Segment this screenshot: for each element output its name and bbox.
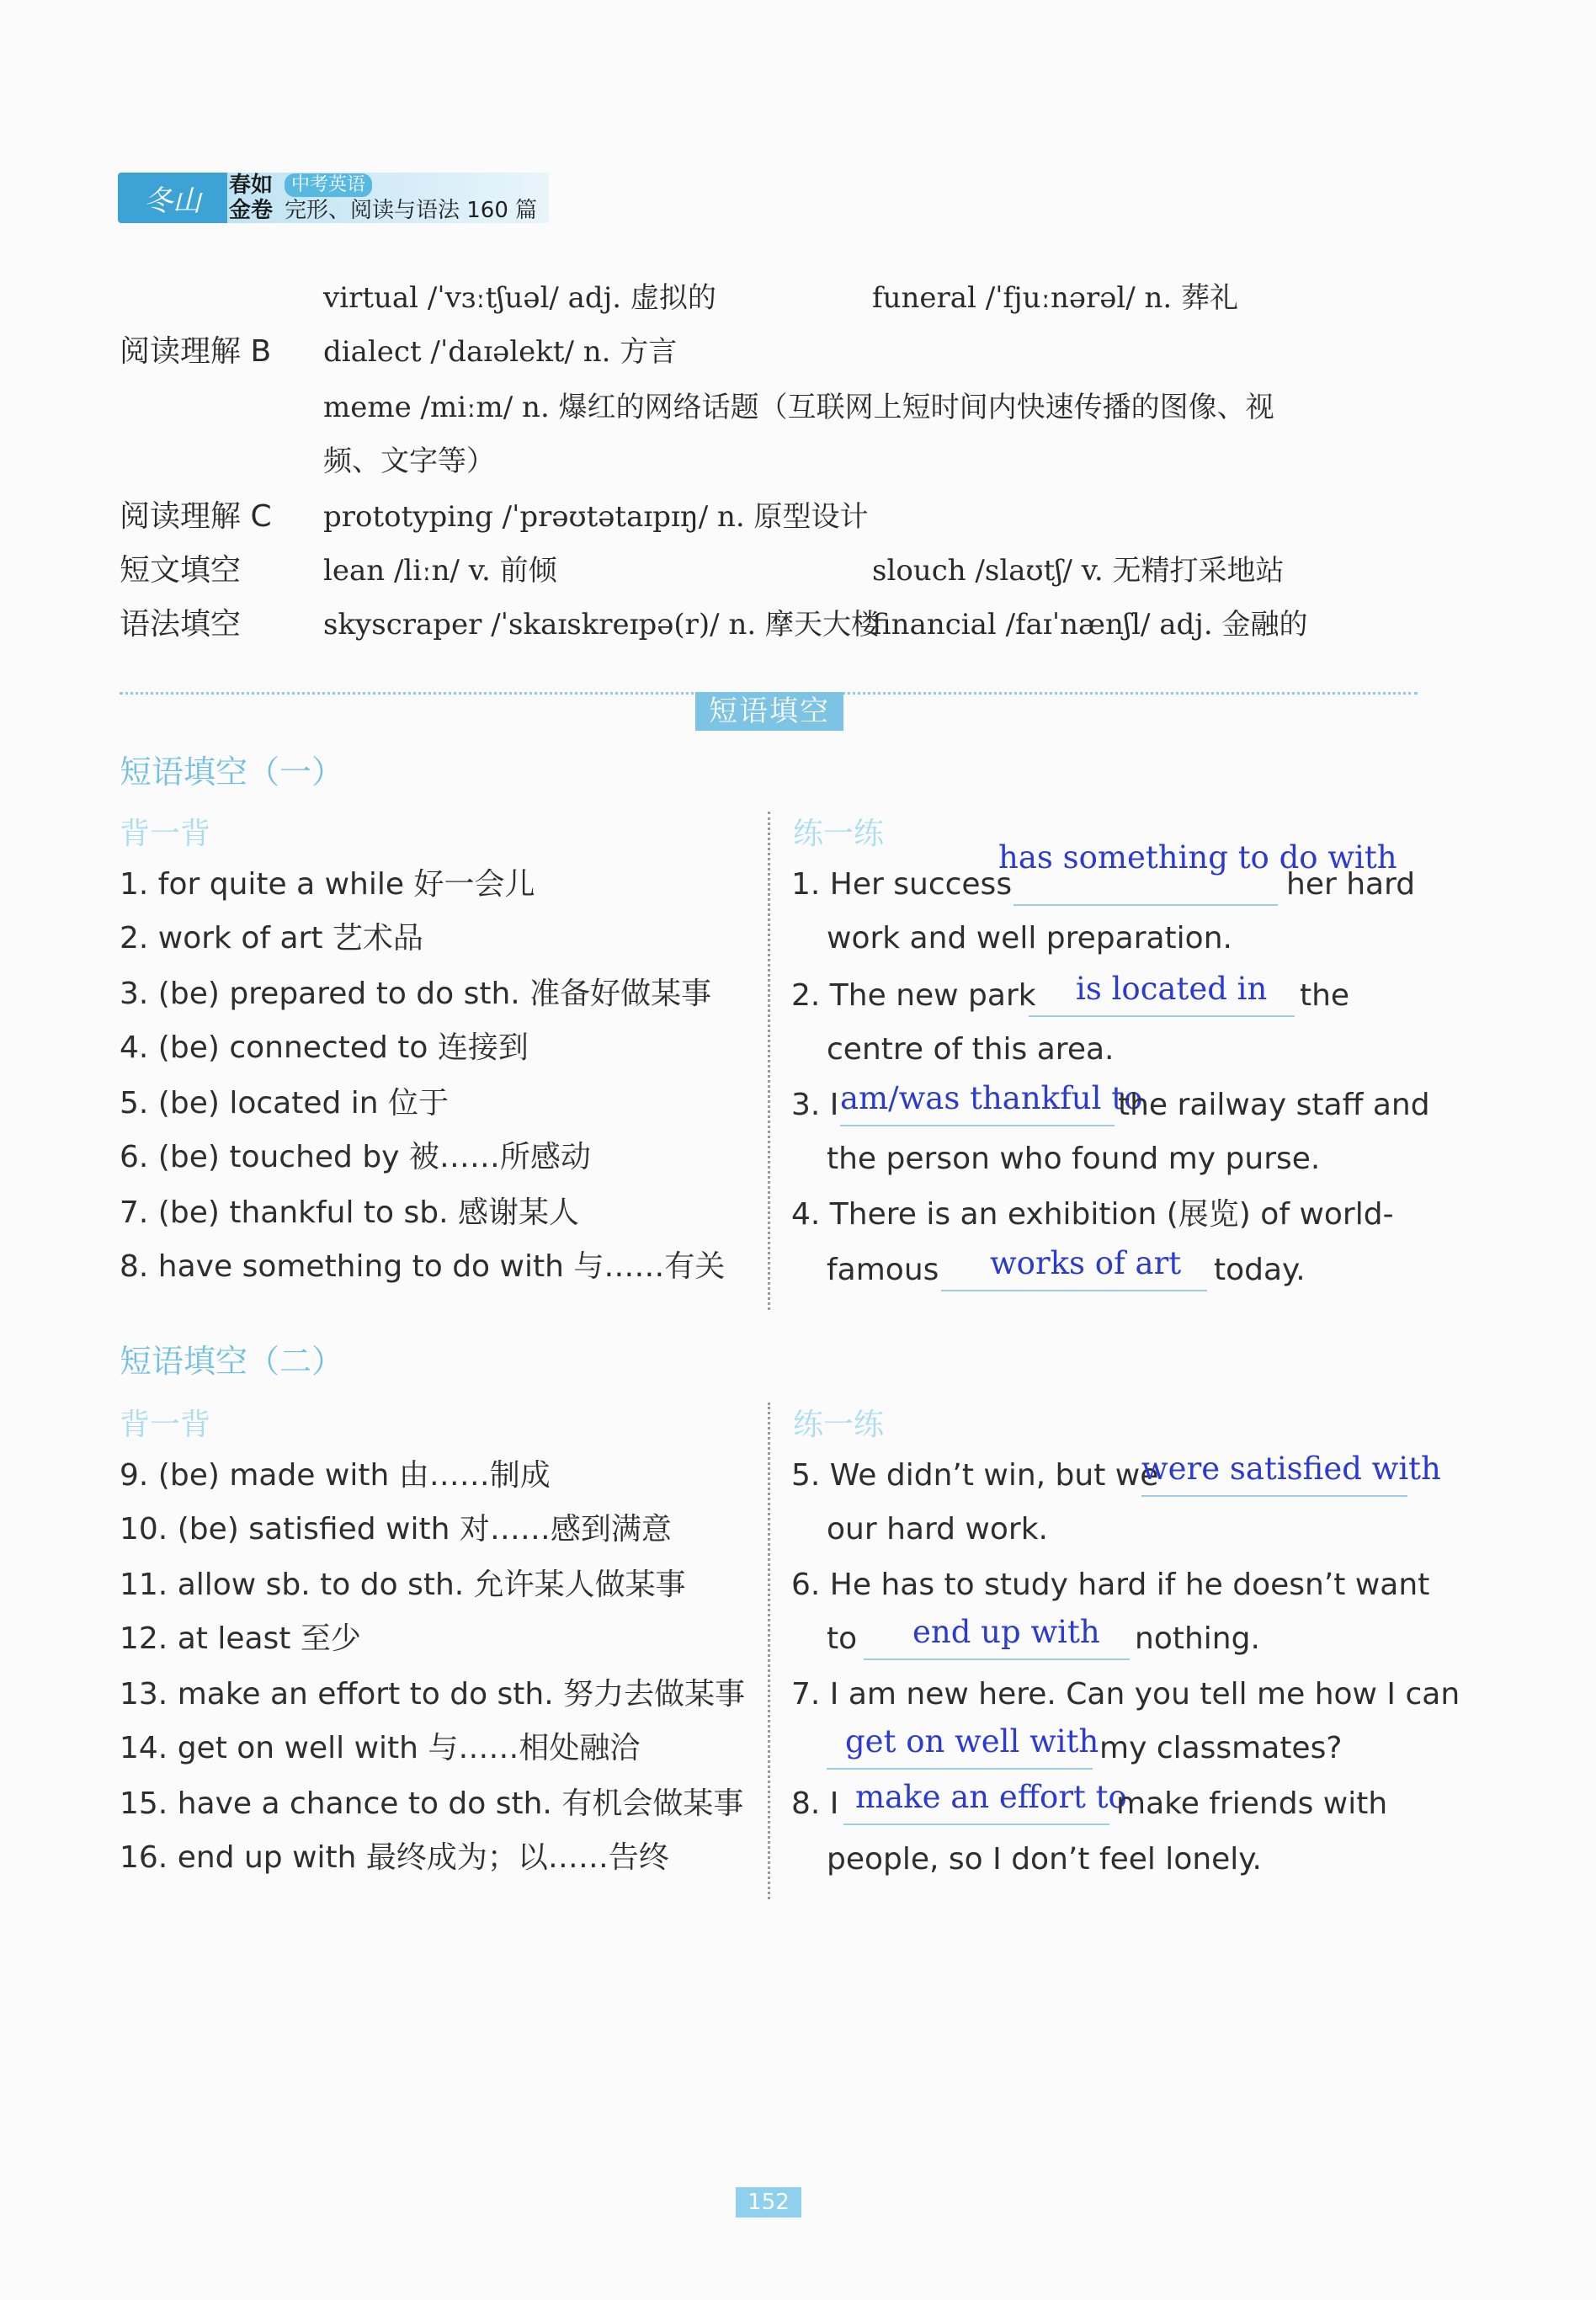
label-reading-b: 阅读理解 B [120,334,272,369]
page-number: 152 [736,2187,801,2217]
subject-tag: 中考英语 [285,173,372,197]
exercise-5-text-cont: our hard work. [827,1512,1048,1547]
exercise-4-text-end: today. [1214,1253,1306,1287]
phrase-item: 7. (be) thankful to sb. 感谢某人 [120,1195,579,1230]
exercise-3-answer[interactable]: am/was thankful to [840,1080,1143,1116]
section-2-recite-label: 背一背 [120,1408,211,1442]
section-1-title: 短语填空（一） [120,753,344,791]
vocab-slouch: slouch /slaʊtʃ/ v. 无精打采地站 [872,554,1285,588]
phrase-item: 5. (be) located in 位于 [120,1086,450,1121]
phrase-item: 3. (be) prepared to do sth. 准备好做某事 [120,977,712,1011]
exercise-2-text: 2. The new park [791,978,1036,1013]
phrase-item: 8. have something to do with 与……有关 [120,1249,726,1284]
exercise-7-answer[interactable]: get on well with [845,1723,1099,1760]
exercise-6-blank [864,1658,1130,1660]
exercise-2-blank [1029,1015,1295,1017]
exercise-8-text-cont: people, so I don’t feel lonely. [827,1842,1262,1877]
exercise-7-blank [827,1768,1093,1770]
exercise-6-text-end: nothing. [1135,1621,1260,1656]
vocab-meme: meme /miːm/ n. 爆红的网络话题（互联网上短时间内快速传播的图像、视 [323,391,1274,424]
exercise-1-text-cont: work and well preparation. [827,921,1232,956]
exercise-4-text: 4. There is an exhibition (展览) of world- [791,1197,1394,1232]
exercise-5-text: 5. We didn’t win, but we [791,1458,1159,1493]
exercise-8-text: 8. I [791,1786,839,1821]
exercise-1-blank [1013,904,1278,906]
section-banner: 短语填空 [695,692,843,731]
vocab-prototyping: prototyping /ˈprəʊtətaɪpɪŋ/ n. 原型设计 [323,500,869,534]
phrase-item: 12. at least 至少 [120,1621,361,1656]
phrase-item: 1. for quite a while 好一会儿 [120,867,535,902]
exercise-6-text-cont: to [827,1621,858,1656]
label-short-passage: 短文填空 [120,553,242,588]
exercise-2-text-cont: centre of this area. [827,1032,1115,1067]
exercise-8-answer[interactable]: make an effort to [855,1779,1127,1815]
label-grammar: 语法填空 [120,607,242,642]
exercise-1-answer[interactable]: has something to do with [998,839,1397,876]
phrase-item: 15. have a chance to do sth. 有机会做某事 [120,1786,744,1821]
vocab-meme-cont: 频、文字等） [323,445,495,478]
exercise-5-blank [1141,1495,1407,1497]
book-subtitle: 完形、阅读与语法 160 篇 [285,198,538,223]
exercise-3-text-cont: the person who found my purse. [827,1142,1321,1176]
phrase-item: 2. work of art 艺术品 [120,921,423,956]
exercise-8-text-end: make friends with [1116,1786,1388,1821]
exercise-3-blank [840,1125,1115,1126]
exercise-4-blank [941,1290,1207,1291]
exercise-3-text-end: the railway staff and [1118,1088,1430,1122]
phrase-item: 13. make an effort to do sth. 努力去做某事 [120,1677,746,1712]
exercise-5-answer[interactable]: were satisfied with [1141,1451,1441,1487]
exercise-4-text-cont: famous [827,1253,939,1287]
label-reading-c: 阅读理解 C [120,499,272,534]
section-2-practice-label: 练一练 [793,1408,885,1442]
exercise-3-text: 3. I [791,1088,839,1122]
phrase-item: 9. (be) made with 由……制成 [120,1458,551,1493]
exercise-6-answer[interactable]: end up with [912,1614,1100,1650]
publisher-logo: 冬山 [118,173,227,223]
phrase-item: 14. get on well with 与……相处融洽 [120,1731,641,1765]
phrase-item: 10. (be) satisfied with 对……感到满意 [120,1512,672,1547]
exercise-7-text: 7. I am new here. Can you tell me how I can [791,1677,1460,1712]
vocab-lean: lean /liːn/ v. 前倾 [323,554,557,588]
exercise-1-text: 1. Her success [791,867,1013,902]
phrase-item: 6. (be) touched by 被……所感动 [120,1140,591,1174]
exercise-2-text-end: the [1300,978,1350,1013]
vocab-virtual: virtual /ˈvɜːtʃuəl/ adj. 虚拟的 [323,281,716,315]
section-1-practice-label: 练一练 [793,817,885,851]
section-2-title: 短语填空（二） [120,1343,344,1380]
vocab-financial: financial /faɪˈnænʃl/ adj. 金融的 [872,608,1308,642]
vocab-funeral: funeral /ˈfjuːnərəl/ n. 葬礼 [872,281,1239,315]
column-divider-1 [768,812,770,1310]
phrase-item: 16. end up with 最终成为；以……告终 [120,1840,669,1875]
section-1-recite-label: 背一背 [120,817,211,851]
vocab-skyscraper: skyscraper /ˈskaɪskreɪpə(r)/ n. 摩天大楼 [323,608,880,642]
column-divider-2 [768,1403,770,1899]
exercise-6-text: 6. He has to study hard if he doesn’t want [791,1568,1430,1602]
exercise-8-blank [843,1823,1109,1825]
brand-line-2: 金卷 [229,198,274,223]
exercise-4-answer[interactable]: works of art [990,1245,1182,1281]
vocab-dialect: dialect /ˈdaɪəlekt/ n. 方言 [323,335,678,369]
phrase-item: 11. allow sb. to do sth. 允许某人做某事 [120,1568,686,1602]
phrase-item: 4. (be) connected to 连接到 [120,1030,529,1065]
exercise-1-text-end: her hard [1286,867,1416,902]
brand-line-1: 春如 [229,173,274,198]
exercise-7-text-end: my classmates? [1099,1731,1343,1765]
exercise-2-answer[interactable]: is located in [1076,971,1268,1007]
